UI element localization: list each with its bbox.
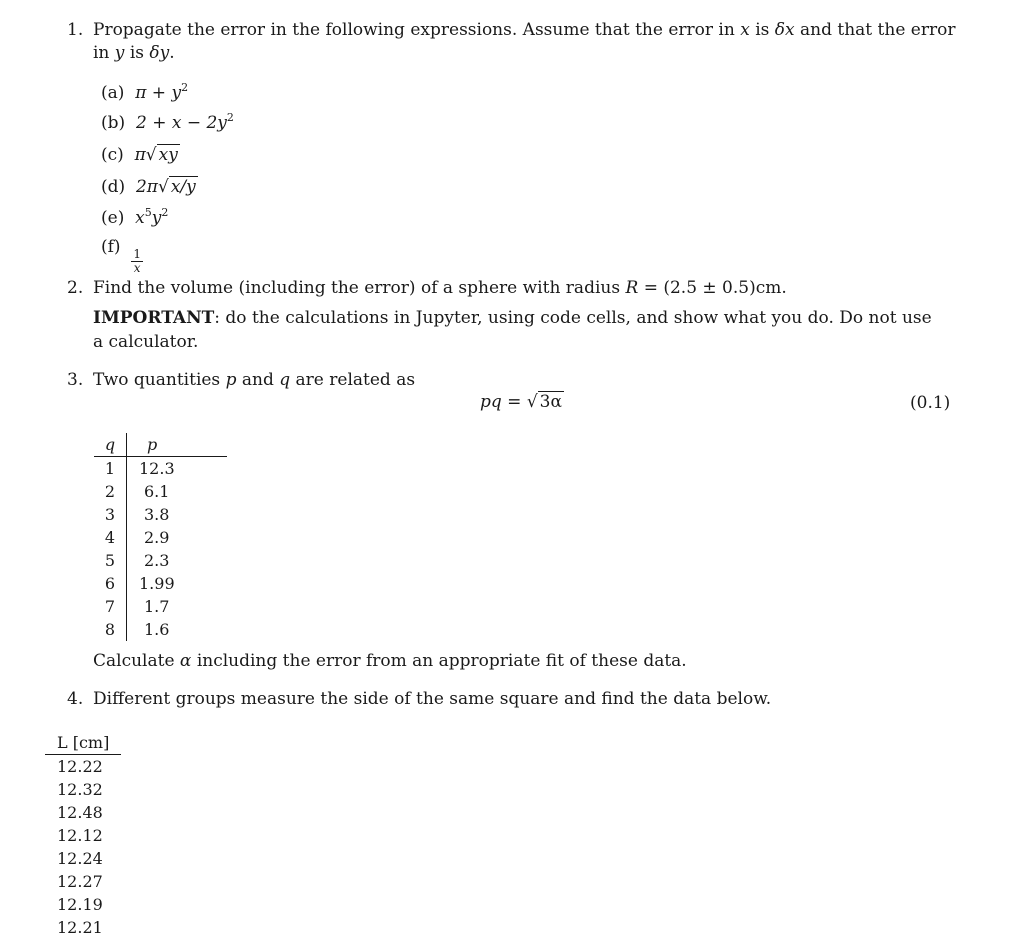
var-p: p <box>225 370 237 390</box>
problem-4-text: Different groups measure the side of the same square and find the data below. <box>93 689 772 709</box>
problem-3-text-pre: Two quantities <box>93 370 221 390</box>
and-text: and that the error <box>800 20 956 40</box>
var-alpha: α <box>179 651 192 671</box>
table-row <box>94 503 227 526</box>
part-b-expr: 2 + x − 2y <box>135 113 227 133</box>
part-e-exp2: 2 <box>161 206 169 219</box>
table-row <box>94 480 227 503</box>
table-row <box>94 549 227 572</box>
part-f-num: 1 <box>133 247 142 261</box>
part-e-label: (e) <box>101 208 125 228</box>
part-d-label: (d) <box>101 177 126 197</box>
p-cell: 1.7 <box>144 597 170 616</box>
problem-3-number: 3. <box>67 370 84 390</box>
part-d-pre: 2π <box>135 177 158 197</box>
q-cell: 3 <box>94 503 127 526</box>
problem-4-number: 4. <box>67 689 84 709</box>
problem-2-number: 2. <box>67 278 84 298</box>
pq-header-q: q <box>94 433 127 457</box>
important-line-2: a calculator. <box>93 332 199 352</box>
p-cell: 3.8 <box>144 505 170 524</box>
length-cell: 12.22 <box>57 757 103 776</box>
equation-lhs: pq <box>480 392 502 412</box>
is-word: is <box>755 20 770 40</box>
var-y: y <box>114 43 125 63</box>
table-row <box>45 870 121 893</box>
length-cell: 12.19 <box>57 895 103 914</box>
length-cell: 12.48 <box>57 803 103 822</box>
p-cell: 1.99 <box>139 574 175 593</box>
table-row <box>94 457 227 481</box>
q-cell: 8 <box>94 618 127 641</box>
p-cell: 2.9 <box>144 528 170 547</box>
p-cell: 6.1 <box>144 482 170 501</box>
part-c-label: (c) <box>101 145 124 165</box>
equation-radicand: 3α <box>539 392 562 412</box>
important-label: IMPORTANT <box>93 308 215 328</box>
part-b <box>101 112 234 134</box>
table-row <box>94 618 227 641</box>
part-a-expr: π + y <box>135 83 182 103</box>
part-e <box>101 207 168 229</box>
var-q: q <box>279 370 291 390</box>
p-cell: 2.3 <box>144 551 170 570</box>
length-table-header <box>45 731 121 755</box>
part-d-radicand: x/y <box>170 177 196 197</box>
part-a-label: (a) <box>101 83 125 103</box>
equation-eq: = <box>507 392 522 412</box>
pq-table <box>94 433 227 641</box>
q-cell: 2 <box>94 480 127 503</box>
display-equation <box>480 391 564 413</box>
length-table <box>45 731 121 939</box>
table-row <box>45 893 121 916</box>
problem-3-line <box>93 369 415 391</box>
q-cell: 4 <box>94 526 127 549</box>
pq-table-header <box>94 433 227 457</box>
problem-1-line-2 <box>93 42 175 64</box>
sqrt-d: √ x/y <box>157 177 196 197</box>
var-x: x <box>740 20 750 40</box>
table-row <box>45 778 121 801</box>
table-row <box>45 847 121 870</box>
calc-text-post: including the error from an appropriate fit of these data. <box>196 651 687 671</box>
length-cell: 12.32 <box>57 780 103 799</box>
problem-1-text: Propagate the error in the following expressions. Assume that the error in <box>93 20 735 40</box>
sqrt-c: √ xy <box>145 145 178 165</box>
problem-1-number: 1. <box>67 20 84 40</box>
part-e-exp1: 5 <box>144 206 152 219</box>
is-word-2: is <box>129 43 144 63</box>
table-row <box>94 595 227 618</box>
and-word: and <box>241 370 274 390</box>
important-text: : do the calculations in Jupyter, using code cells, and show what you do. Do not use <box>214 308 932 328</box>
part-f-label: (f) <box>101 237 121 257</box>
part-e-base1: x <box>135 208 145 228</box>
part-c-pre: π <box>134 145 146 165</box>
pq-header-p: p <box>127 433 228 457</box>
part-e-base2: y <box>151 208 162 228</box>
length-cell: 12.27 <box>57 872 103 891</box>
part-c-radicand: xy <box>158 145 178 165</box>
in-word: in <box>93 43 110 63</box>
table-row <box>94 526 227 549</box>
delta-x: δx <box>774 20 795 40</box>
delta-y: δy <box>149 43 170 63</box>
part-f <box>101 236 143 274</box>
table-row <box>45 824 121 847</box>
table-row <box>45 755 121 779</box>
part-a-exp: 2 <box>181 81 189 94</box>
part-b-exp: 2 <box>226 111 234 124</box>
calc-text-pre: Calculate <box>93 651 175 671</box>
important-line-1 <box>93 307 932 329</box>
problem-2-text: Find the volume (including the error) of a sphere with radius <box>93 278 621 298</box>
q-cell: 1 <box>94 457 127 481</box>
part-c <box>101 144 180 166</box>
calc-instruction <box>93 650 687 672</box>
problem-3-text-post: are related as <box>295 370 416 390</box>
q-cell: 5 <box>94 549 127 572</box>
table-row <box>45 801 121 824</box>
p-cell: 12.3 <box>139 459 175 478</box>
part-b-label: (b) <box>101 113 126 133</box>
var-R: R <box>625 278 639 298</box>
problem-1-line-1 <box>93 19 955 41</box>
part-d <box>101 176 198 198</box>
radius-value: = (2.5 ± 0.5)cm. <box>643 278 787 298</box>
q-cell: 7 <box>94 595 127 618</box>
q-cell: 6 <box>94 572 127 595</box>
equation-number: (0.1) <box>910 393 951 413</box>
length-cell: 12.24 <box>57 849 103 868</box>
length-header: L [cm] <box>45 731 121 755</box>
part-a <box>101 82 188 104</box>
p-cell: 1.6 <box>144 620 170 639</box>
fraction <box>131 248 143 274</box>
part-f-den: x <box>133 260 141 275</box>
length-cell: 12.12 <box>57 826 103 845</box>
table-row <box>94 572 227 595</box>
period: . <box>169 43 175 63</box>
problem-2-line <box>93 277 787 299</box>
sqrt-eq: √ 3α <box>526 392 562 412</box>
table-row <box>45 916 121 939</box>
length-cell: 12.21 <box>57 918 103 937</box>
